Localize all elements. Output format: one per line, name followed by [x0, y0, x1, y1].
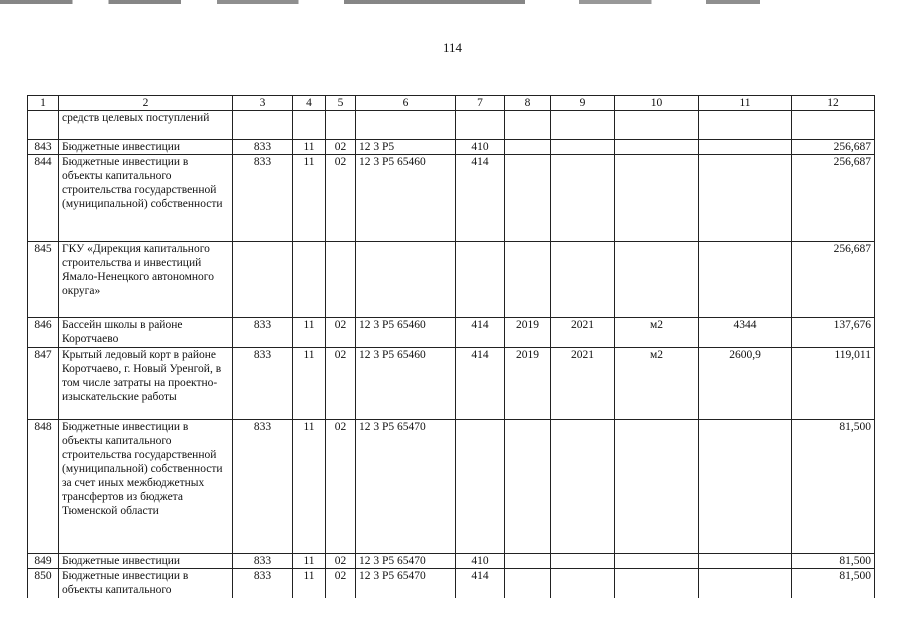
header-row: [28, 96, 875, 111]
cell-col8: [505, 569, 551, 598]
row-name: Бюджетные инвестиции в объекты капитального строительства государственной (муниципальной) собственности: [59, 155, 233, 242]
column-header: 3: [233, 96, 293, 111]
cell-col7: 410: [456, 140, 505, 155]
row-name: Бюджетные инвестиции: [59, 140, 233, 155]
cell-col10: м2: [615, 348, 699, 420]
cell-col10: [615, 420, 699, 554]
cell-col11: [699, 569, 792, 598]
cell-code: 12 3 Р5 65460: [356, 348, 456, 420]
column-header: 8: [505, 96, 551, 111]
cell-col9: [551, 554, 615, 569]
row-name: Бюджетные инвестиции в объекты капитального: [59, 569, 233, 598]
table-row: [28, 155, 875, 242]
row-number: 849: [28, 554, 59, 569]
table-row: [28, 420, 875, 554]
cell-sum: 81,500: [792, 554, 875, 569]
cell-col11: [699, 155, 792, 242]
cell-col10: [615, 155, 699, 242]
cell-col7: [456, 242, 505, 318]
column-header: 7: [456, 96, 505, 111]
cell-col5: 02: [326, 318, 356, 348]
row-number: 845: [28, 242, 59, 318]
cell-sum: 119,011: [792, 348, 875, 420]
cell-col7: 414: [456, 348, 505, 420]
cell-col3: [233, 242, 293, 318]
cell-col5: 02: [326, 348, 356, 420]
cell-col7: 410: [456, 554, 505, 569]
cell-sum: [792, 111, 875, 140]
cell-col8: 2019: [505, 348, 551, 420]
row-number: 847: [28, 348, 59, 420]
cell-sum: 256,687: [792, 155, 875, 242]
row-name: Бюджетные инвестиции: [59, 554, 233, 569]
column-header: 12: [792, 96, 875, 111]
cell-col9: [551, 569, 615, 598]
cell-code: 12 3 Р5 65470: [356, 569, 456, 598]
row-name: средств целевых поступлений: [59, 111, 233, 140]
row-name: Крытый ледовый корт в районе Коротчаево, г. Новый Уренгой, в том числе затраты на проектно-изыскательские работы: [59, 348, 233, 420]
cell-col11: [699, 554, 792, 569]
row-number: 850: [28, 569, 59, 598]
table-row: [28, 242, 875, 318]
cell-col3: 833: [233, 155, 293, 242]
table-row: [28, 554, 875, 569]
cell-col8: [505, 242, 551, 318]
cell-col3: 833: [233, 318, 293, 348]
cell-col5: 02: [326, 569, 356, 598]
cell-sum: 81,500: [792, 420, 875, 554]
cell-col7: 414: [456, 318, 505, 348]
cell-sum: 256,687: [792, 242, 875, 318]
cell-col4: 11: [293, 554, 326, 569]
cell-col4: 11: [293, 140, 326, 155]
cell-col3: 833: [233, 140, 293, 155]
cell-col10: м2: [615, 318, 699, 348]
cell-col4: 11: [293, 348, 326, 420]
cell-sum: 137,676: [792, 318, 875, 348]
cell-col11: 4344: [699, 318, 792, 348]
cell-code: 12 3 Р5 65470: [356, 420, 456, 554]
table-row: [28, 111, 875, 140]
cell-col9: [551, 420, 615, 554]
cell-col9: 2021: [551, 318, 615, 348]
cell-col10: [615, 554, 699, 569]
cell-code: [356, 111, 456, 140]
cell-col8: [505, 111, 551, 140]
page-number: 114: [442, 40, 463, 55]
column-header: 11: [699, 96, 792, 111]
row-number: 846: [28, 318, 59, 348]
cell-col8: [505, 155, 551, 242]
cell-col4: 11: [293, 155, 326, 242]
cell-col7: 414: [456, 569, 505, 598]
table-row: [28, 348, 875, 420]
cell-col5: 02: [326, 420, 356, 554]
cell-col9: [551, 242, 615, 318]
cell-col5: [326, 111, 356, 140]
cell-col11: [699, 420, 792, 554]
cell-col4: 11: [293, 420, 326, 554]
cell-col8: [505, 140, 551, 155]
cell-col4: 11: [293, 318, 326, 348]
cell-col9: [551, 111, 615, 140]
column-header: 4: [293, 96, 326, 111]
scan-edge-artifact: [0, 0, 905, 4]
cell-col5: [326, 242, 356, 318]
row-name: Бассейн школы в районе Коротчаево: [59, 318, 233, 348]
budget-table: [27, 95, 875, 598]
row-name: ГКУ «Дирекция капитального строительства и инвестиций Ямало-Ненецкого автономного округа»: [59, 242, 233, 318]
cell-code: 12 3 Р5 65460: [356, 318, 456, 348]
cell-sum: 256,687: [792, 140, 875, 155]
cell-col9: 2021: [551, 348, 615, 420]
table-row: [28, 569, 875, 598]
table-row: [28, 140, 875, 155]
cell-col10: [615, 569, 699, 598]
cell-code: 12 3 Р5 65460: [356, 155, 456, 242]
cell-code: 12 3 Р5: [356, 140, 456, 155]
cell-col11: 2600,9: [699, 348, 792, 420]
column-header: 10: [615, 96, 699, 111]
cell-col3: 833: [233, 420, 293, 554]
cell-col9: [551, 140, 615, 155]
row-number: 844: [28, 155, 59, 242]
cell-col3: 833: [233, 569, 293, 598]
cell-col3: 833: [233, 348, 293, 420]
cell-col7: [456, 420, 505, 554]
table-row: [28, 318, 875, 348]
cell-col3: [233, 111, 293, 140]
column-header: 2: [59, 96, 233, 111]
row-number: [28, 111, 59, 140]
cell-col8: [505, 554, 551, 569]
cell-col11: [699, 242, 792, 318]
cell-sum: 81,500: [792, 569, 875, 598]
cell-col4: [293, 111, 326, 140]
cell-col11: [699, 140, 792, 155]
row-number: 848: [28, 420, 59, 554]
column-header: 9: [551, 96, 615, 111]
cell-col10: [615, 111, 699, 140]
cell-col3: 833: [233, 554, 293, 569]
cell-col10: [615, 242, 699, 318]
cell-col4: [293, 242, 326, 318]
cell-code: 12 3 Р5 65470: [356, 554, 456, 569]
row-number: 843: [28, 140, 59, 155]
cell-col7: 414: [456, 155, 505, 242]
cell-col9: [551, 155, 615, 242]
cell-col10: [615, 140, 699, 155]
column-header: 5: [326, 96, 356, 111]
cell-code: [356, 242, 456, 318]
cell-col8: 2019: [505, 318, 551, 348]
cell-col5: 02: [326, 554, 356, 569]
cell-col5: 02: [326, 140, 356, 155]
cell-col5: 02: [326, 155, 356, 242]
cell-col11: [699, 111, 792, 140]
cell-col8: [505, 420, 551, 554]
cell-col4: 11: [293, 569, 326, 598]
column-header: 1: [28, 96, 59, 111]
row-name: Бюджетные инвестиции в объекты капитального строительства государственной (муниципальной) собственности за счет иных межбюджетных трансфертов из бюджета Тюменской области: [59, 420, 233, 554]
column-header: 6: [356, 96, 456, 111]
cell-col7: [456, 111, 505, 140]
